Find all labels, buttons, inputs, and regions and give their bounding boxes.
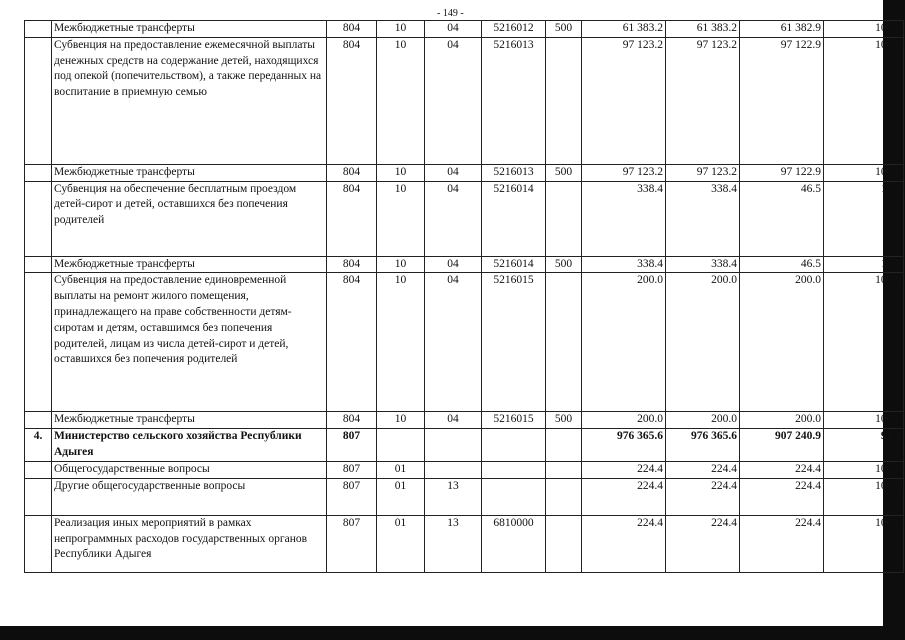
subsection-code: 13 <box>425 478 482 515</box>
row-name: Субвенция на обеспечение бесплатным проездом детей-сирот и детей, оставшихся без попечения родителей <box>52 181 327 256</box>
budget-execution-table <box>24 20 904 573</box>
refined-amount: 224.4 <box>666 515 740 572</box>
subsection-code: 04 <box>425 273 482 412</box>
executed-amount: 61 382.9 <box>740 21 824 38</box>
target-item-code <box>482 429 546 462</box>
execution-percent: 100.0 <box>824 478 904 515</box>
section-code: 10 <box>377 412 425 429</box>
section-code: 10 <box>377 164 425 181</box>
expense-type-code: 500 <box>546 21 582 38</box>
expense-type-code <box>546 181 582 256</box>
target-item-code: 5216012 <box>482 21 546 38</box>
row-name: Межбюджетные трансферты <box>52 256 327 273</box>
executed-amount: 46.5 <box>740 256 824 273</box>
expense-type-code <box>546 461 582 478</box>
execution-percent: 100.0 <box>824 164 904 181</box>
approved-amount: 224.4 <box>582 515 666 572</box>
approved-amount: 200.0 <box>582 273 666 412</box>
table-body <box>25 21 904 573</box>
expense-type-code <box>546 37 582 164</box>
section-code <box>377 429 425 462</box>
approved-amount: 976 365.6 <box>582 429 666 462</box>
row-number <box>25 461 52 478</box>
table-row <box>25 273 904 412</box>
refined-amount: 97 123.2 <box>666 164 740 181</box>
table-row <box>25 256 904 273</box>
grbs-code: 807 <box>327 429 377 462</box>
target-item-code: 6810000 <box>482 515 546 572</box>
section-code: 10 <box>377 181 425 256</box>
expense-type-code: 500 <box>546 256 582 273</box>
target-item-code: 5216015 <box>482 273 546 412</box>
approved-amount: 97 123.2 <box>582 37 666 164</box>
expense-type-code <box>546 429 582 462</box>
refined-amount: 200.0 <box>666 412 740 429</box>
table-row <box>25 164 904 181</box>
approved-amount: 338.4 <box>582 256 666 273</box>
executed-amount: 97 122.9 <box>740 37 824 164</box>
row-name: Субвенция на предоставление ежемесячной выплаты денежных средств на содержание детей, находящихся под опекой (попечительством), а также переданных на воспитание в приемную семью <box>52 37 327 164</box>
section-code: 01 <box>377 515 425 572</box>
execution-percent: 100.0 <box>824 412 904 429</box>
table-row <box>25 37 904 164</box>
subsection-code: 04 <box>425 181 482 256</box>
subsection-code: 04 <box>425 21 482 38</box>
expense-type-code: 500 <box>546 412 582 429</box>
row-number <box>25 273 52 412</box>
row-number <box>25 37 52 164</box>
section-code: 01 <box>377 461 425 478</box>
row-name: Субвенция на предоставление единовременной выплаты на ремонт жилого помещения, принадлежащего на праве собственности детям-сиротам и детям, оставшимся без попечения родителей, лицам из числа детей-сирот и детей, оставшихся без попечения родителей <box>52 273 327 412</box>
page-number: - 149 - <box>437 8 464 19</box>
row-number <box>25 515 52 572</box>
refined-amount: 61 383.2 <box>666 21 740 38</box>
grbs-code: 807 <box>327 515 377 572</box>
section-code: 10 <box>377 21 425 38</box>
grbs-code: 804 <box>327 37 377 164</box>
subsection-code: 04 <box>425 37 482 164</box>
row-number <box>25 478 52 515</box>
table-row <box>25 21 904 38</box>
execution-percent: 100.0 <box>824 461 904 478</box>
table-row <box>25 412 904 429</box>
refined-amount: 224.4 <box>666 461 740 478</box>
subsection-code: 04 <box>425 256 482 273</box>
grbs-code: 807 <box>327 478 377 515</box>
table-row <box>25 515 904 572</box>
table-row <box>25 478 904 515</box>
refined-amount: 976 365.6 <box>666 429 740 462</box>
grbs-code: 804 <box>327 273 377 412</box>
execution-percent: 100.0 <box>824 515 904 572</box>
row-name: Межбюджетные трансферты <box>52 21 327 38</box>
row-name: Министерство сельского хозяйства Республики Адыгея <box>52 429 327 462</box>
target-item-code: 5216014 <box>482 181 546 256</box>
grbs-code: 804 <box>327 21 377 38</box>
grbs-code: 804 <box>327 181 377 256</box>
section-code: 10 <box>377 273 425 412</box>
row-name: Межбюджетные трансферты <box>52 164 327 181</box>
grbs-code: 807 <box>327 461 377 478</box>
grbs-code: 804 <box>327 256 377 273</box>
execution-percent: 100.0 <box>824 21 904 38</box>
row-name: Межбюджетные трансферты <box>52 412 327 429</box>
refined-amount: 97 123.2 <box>666 37 740 164</box>
row-number: 4. <box>25 429 52 462</box>
refined-amount: 200.0 <box>666 273 740 412</box>
grbs-code: 804 <box>327 164 377 181</box>
section-code: 10 <box>377 37 425 164</box>
table-row <box>25 461 904 478</box>
approved-amount: 61 383.2 <box>582 21 666 38</box>
target-item-code: 5216013 <box>482 37 546 164</box>
execution-percent: 100.0 <box>824 37 904 164</box>
refined-amount: 338.4 <box>666 181 740 256</box>
row-number <box>25 412 52 429</box>
subsection-code: 04 <box>425 412 482 429</box>
section-code: 10 <box>377 256 425 273</box>
executed-amount: 46.5 <box>740 181 824 256</box>
row-name: Реализация иных мероприятий в рамках непрограммных расходов государственных органов Республики Адыгея <box>52 515 327 572</box>
subsection-code <box>425 461 482 478</box>
scan-border-bottom <box>0 626 905 640</box>
table-row <box>25 429 904 462</box>
approved-amount: 97 123.2 <box>582 164 666 181</box>
approved-amount: 338.4 <box>582 181 666 256</box>
execution-percent: 92.9 <box>824 429 904 462</box>
subsection-code: 13 <box>425 515 482 572</box>
target-item-code <box>482 461 546 478</box>
row-name: Общегосударственные вопросы <box>52 461 327 478</box>
execution-percent: 13.7 <box>824 256 904 273</box>
approved-amount: 200.0 <box>582 412 666 429</box>
table-row <box>25 181 904 256</box>
row-number <box>25 256 52 273</box>
executed-amount: 97 122.9 <box>740 164 824 181</box>
execution-percent: 100.0 <box>824 273 904 412</box>
subsection-code: 04 <box>425 164 482 181</box>
approved-amount: 224.4 <box>582 478 666 515</box>
refined-amount: 338.4 <box>666 256 740 273</box>
expense-type-code: 500 <box>546 164 582 181</box>
refined-amount: 224.4 <box>666 478 740 515</box>
expense-type-code <box>546 515 582 572</box>
target-item-code <box>482 478 546 515</box>
approved-amount: 224.4 <box>582 461 666 478</box>
target-item-code: 5216013 <box>482 164 546 181</box>
executed-amount: 224.4 <box>740 478 824 515</box>
row-number <box>25 21 52 38</box>
expense-type-code <box>546 273 582 412</box>
section-code: 01 <box>377 478 425 515</box>
row-number <box>25 181 52 256</box>
execution-percent: 13.7 <box>824 181 904 256</box>
expense-type-code <box>546 478 582 515</box>
executed-amount: 907 240.9 <box>740 429 824 462</box>
executed-amount: 200.0 <box>740 273 824 412</box>
row-number <box>25 164 52 181</box>
row-name: Другие общегосударственные вопросы <box>52 478 327 515</box>
executed-amount: 224.4 <box>740 461 824 478</box>
executed-amount: 200.0 <box>740 412 824 429</box>
target-item-code: 5216014 <box>482 256 546 273</box>
grbs-code: 804 <box>327 412 377 429</box>
target-item-code: 5216015 <box>482 412 546 429</box>
subsection-code <box>425 429 482 462</box>
executed-amount: 224.4 <box>740 515 824 572</box>
